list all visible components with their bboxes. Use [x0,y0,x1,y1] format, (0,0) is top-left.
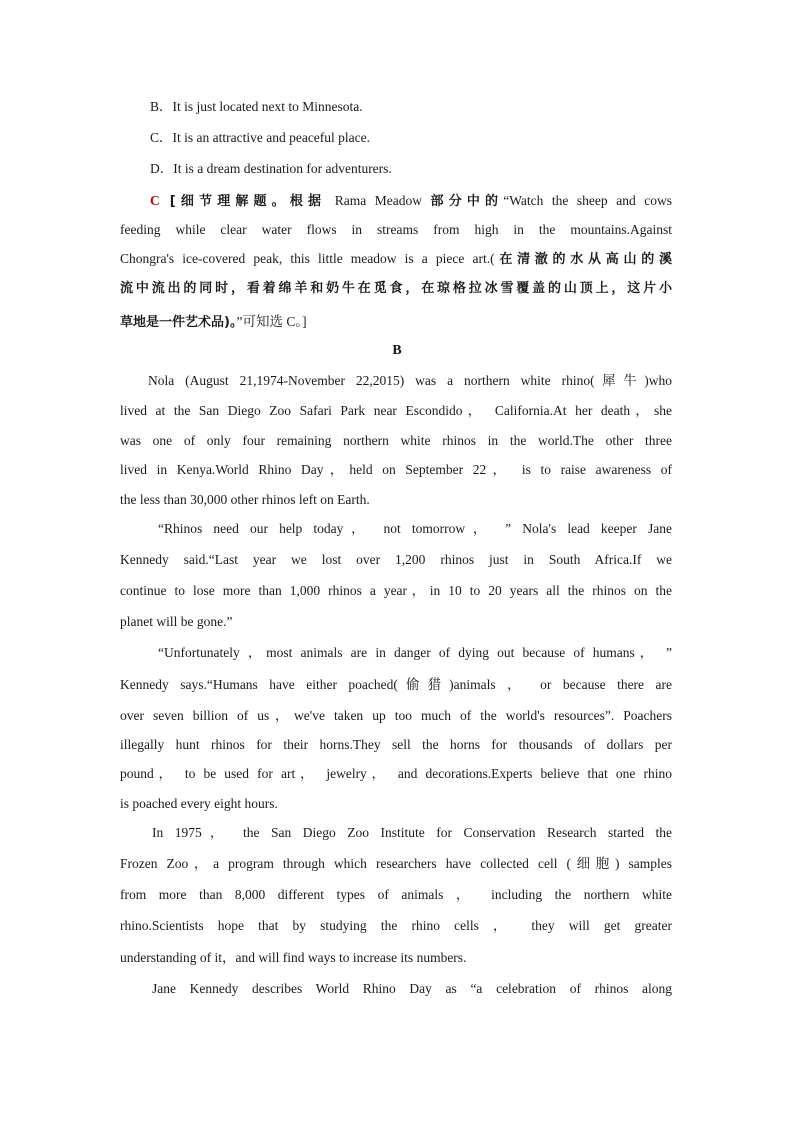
passage-line: rhino.Scientists hope that by studying the rhino cells ， they will get greater [120,918,672,933]
option-d: D．It is a dream destination for adventurers. [150,161,392,176]
passage-line: lived in Kenya.World Rhino Day，held on September 22， is to raise awareness of [120,462,672,477]
passage-line: Jane Kennedy describes World Rhino Day as “a celebration of rhinos along [152,981,672,996]
answer-label: C [150,193,160,208]
passage-line: Nola (August 21,1974-November 22,2015) was a northern white rhino(犀牛)who [148,373,672,388]
passage-line: Frozen Zoo，a program through which researchers have collected cell (细胞) samples [120,856,672,871]
passage-line: is poached every eight hours. [120,796,278,811]
option-c: C．It is an attractive and peaceful place. [150,130,371,145]
explanation-line-1: C [细节理解题。根据 Rama Meadow 部分中的“Watch the sheep and cows [150,193,672,209]
passage-line: the less than 30,000 other rhinos left on Earth. [120,492,370,507]
explanation-line-5: 草地是一件艺术品)。”可知选 C。] [120,314,307,330]
passage-line: pound， to be used for art， jewelry， and decorations.Experts believe that one rhino [120,766,672,781]
passage-line: understanding of it，and will find ways to increase its numbers. [120,950,467,965]
passage-line: continue to lose more than 1,000 rhinos a year，in 10 to 20 years all the rhinos on the [120,583,672,598]
passage-line: was one of only four remaining northern white rhinos in the world.The other three [120,433,672,448]
explanation-line-3: Chongra's ice-covered peak, this little meadow is a piece art.(在清澈的水从高山的溪 [120,251,672,267]
passage-line: over seven billion of us，we've taken up too much of the world's resources”. Poachers [120,708,672,723]
passage-line: lived at the San Diego Zoo Safari Park near Escondido， California.At her death，she [120,403,672,418]
option-b: B．It is just located next to Minnesota. [150,99,363,114]
explanation-line-4: 流中流出的同时，看着绵羊和奶牛在觅食，在琼格拉冰雪覆盖的山顶上，这片小 [120,281,672,296]
passage-line: Kennedy says.“Humans have either poached(偷猎)animals ， or because there are [120,677,672,692]
passage-line: “Rhinos need our help today， not tomorrow， ” Nola's lead keeper Jane [158,521,672,536]
passage-line: planet will be gone.” [120,614,233,629]
passage-line: In 1975， the San Diego Zoo Institute for Conservation Research started the [152,825,672,840]
passage-line: “Unfortunately ，most animals are in danger of dying out because of humans， ” [158,645,672,660]
passage-line: Kennedy said.“Last year we lost over 1,200 rhinos just in South Africa.If we [120,552,672,567]
passage-line: from more than 8,000 different types of animals ， including the northern white [120,887,672,902]
explanation-line-2: feeding while clear water flows in streams from high in the mountains.Against [120,222,672,237]
passage-line: illegally hunt rhinos for their horns.They sell the horns for thousands of dollars per [120,737,672,752]
section-heading: B [392,343,402,358]
